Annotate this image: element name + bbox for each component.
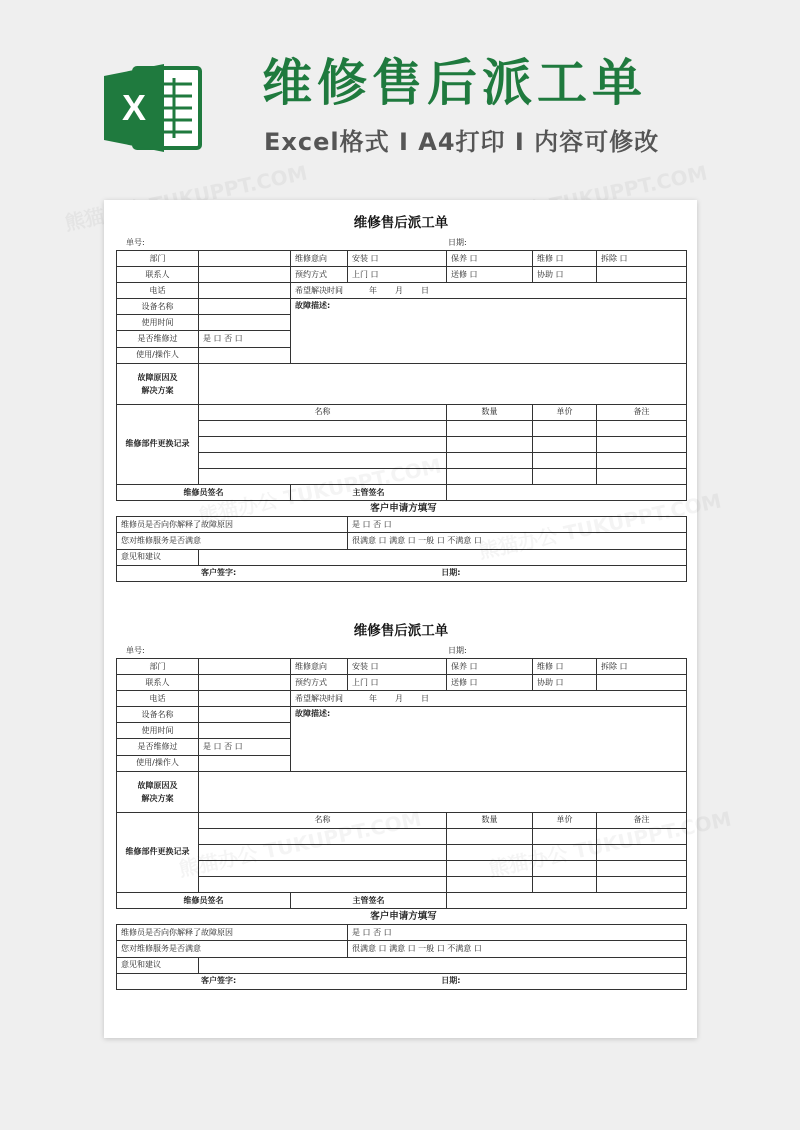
user-operator-field[interactable] xyxy=(199,755,291,771)
cause-solution-label: 故障原因及 解决方案 xyxy=(117,771,199,812)
booking-assist[interactable]: 协助 口 xyxy=(533,675,597,691)
supervisor-sign-field[interactable] xyxy=(447,485,687,501)
desired-time-label: 希望解决时间 xyxy=(295,693,343,703)
parts-record-label: 维修部件更换记录 xyxy=(117,812,199,892)
booking-label: 预约方式 xyxy=(291,675,348,691)
use-time-field[interactable] xyxy=(199,315,291,331)
booking-blank[interactable] xyxy=(597,675,687,691)
table-row xyxy=(117,877,687,893)
work-order-table xyxy=(116,658,687,990)
booking-visit[interactable]: 上门 口 xyxy=(348,675,447,691)
explained-answer[interactable]: 是 口 否 口 xyxy=(348,925,687,941)
opinions-label: 意见和建议 xyxy=(117,957,199,973)
device-name-field[interactable] xyxy=(199,299,291,315)
day-label: 日 xyxy=(421,285,429,295)
intent-maintain[interactable]: 保养 口 xyxy=(447,659,533,675)
banner-title: 维修售后派工单 xyxy=(262,54,647,112)
intent-repair[interactable]: 维修 口 xyxy=(533,251,597,267)
dept-field[interactable] xyxy=(199,251,291,267)
booking-send[interactable]: 送修 口 xyxy=(447,267,533,283)
satisfied-answer[interactable]: 很满意 口 满意 口 一般 口 不满意 口 xyxy=(348,533,687,549)
header-row xyxy=(116,236,686,250)
form-title: 维修售后派工单 xyxy=(353,623,449,639)
work-order-form-1 xyxy=(116,210,686,582)
customer-section-title: 客户申请方填写 xyxy=(117,501,687,517)
customer-sign-label: 客户签字: xyxy=(201,976,237,986)
intent-remove[interactable]: 拆除 口 xyxy=(597,251,687,267)
cause-solution-label: 故障原因及 解决方案 xyxy=(117,363,199,404)
explained-answer[interactable]: 是 口 否 口 xyxy=(348,517,687,533)
supervisor-sign-field[interactable] xyxy=(447,893,687,909)
device-name-label: 设备名称 xyxy=(117,707,199,723)
user-operator-label: 使用/操作人 xyxy=(117,755,199,771)
day-label: 日 xyxy=(421,693,429,703)
opinions-label: 意见和建议 xyxy=(117,549,199,565)
intent-repair[interactable]: 维修 口 xyxy=(533,659,597,675)
explained-question: 维修员是否向你解释了故障原因 xyxy=(117,517,348,533)
year-label: 年 xyxy=(369,693,377,703)
parts-header-name: 名称 xyxy=(199,404,447,420)
intent-maintain[interactable]: 保养 口 xyxy=(447,251,533,267)
work-order-form-2 xyxy=(116,618,686,990)
dept-label: 部门 xyxy=(117,659,199,675)
repaired-before-label: 是否维修过 xyxy=(117,331,199,347)
table-row xyxy=(117,844,687,860)
excel-logo-icon xyxy=(104,58,204,158)
customer-sign-row[interactable] xyxy=(117,973,687,989)
repaired-options[interactable]: 是 口 否 口 xyxy=(199,739,291,755)
contact-label: 联系人 xyxy=(117,675,199,691)
booking-blank[interactable] xyxy=(597,267,687,283)
supervisor-sign-label: 主管签名 xyxy=(291,893,447,909)
work-order-table xyxy=(116,250,687,582)
parts-header-price: 单价 xyxy=(533,812,597,828)
satisfied-answer[interactable]: 很满意 口 满意 口 一般 口 不满意 口 xyxy=(348,941,687,957)
satisfied-question: 您对维修服务是否满意 xyxy=(117,941,348,957)
contact-field[interactable] xyxy=(199,675,291,691)
table-row xyxy=(117,469,687,485)
year-label: 年 xyxy=(369,285,377,295)
device-name-field[interactable] xyxy=(199,707,291,723)
customer-sign-row[interactable] xyxy=(117,565,687,581)
month-label: 月 xyxy=(395,285,403,295)
parts-header-qty: 数量 xyxy=(447,812,533,828)
intent-remove[interactable]: 拆除 口 xyxy=(597,659,687,675)
table-row xyxy=(117,828,687,844)
footer-date-label: 日期: xyxy=(441,568,461,578)
repair-intent-label: 维修意向 xyxy=(291,659,348,675)
parts-header-note: 备注 xyxy=(597,404,687,420)
user-operator-label: 使用/操作人 xyxy=(117,347,199,363)
date-label: 日期: xyxy=(448,238,467,247)
parts-header-note: 备注 xyxy=(597,812,687,828)
fault-desc-field[interactable]: 故障描述: xyxy=(291,299,687,363)
fault-desc-field[interactable]: 故障描述: xyxy=(291,707,687,771)
parts-header-name: 名称 xyxy=(199,812,447,828)
repaired-before-label: 是否维修过 xyxy=(117,739,199,755)
date-label: 日期: xyxy=(448,646,467,655)
header-row xyxy=(116,644,686,658)
device-name-label: 设备名称 xyxy=(117,299,199,315)
tech-sign-label: 维修员签名 xyxy=(117,893,291,909)
table-row xyxy=(117,860,687,876)
repaired-options[interactable]: 是 口 否 口 xyxy=(199,331,291,347)
customer-section-title: 客户申请方填写 xyxy=(117,909,687,925)
booking-visit[interactable]: 上门 口 xyxy=(348,267,447,283)
table-row xyxy=(117,420,687,436)
document-sheet xyxy=(104,200,697,1038)
phone-field[interactable] xyxy=(199,691,291,707)
supervisor-sign-label: 主管签名 xyxy=(291,485,447,501)
booking-label: 预约方式 xyxy=(291,267,348,283)
table-row xyxy=(117,452,687,468)
intent-install[interactable]: 安装 口 xyxy=(348,251,447,267)
order-no-label: 单号: xyxy=(126,238,145,247)
opinions-field[interactable] xyxy=(199,957,687,973)
intent-install[interactable]: 安装 口 xyxy=(348,659,447,675)
dept-field[interactable] xyxy=(199,659,291,675)
desired-time-label: 希望解决时间 xyxy=(295,285,343,295)
opinions-field[interactable] xyxy=(199,549,687,565)
desired-time[interactable] xyxy=(291,691,687,707)
use-time-label: 使用时间 xyxy=(117,723,199,739)
use-time-label: 使用时间 xyxy=(117,315,199,331)
month-label: 月 xyxy=(395,693,403,703)
form-title: 维修售后派工单 xyxy=(353,215,449,231)
cause-solution-field[interactable] xyxy=(199,363,687,404)
user-operator-field[interactable] xyxy=(199,347,291,363)
contact-label: 联系人 xyxy=(117,267,199,283)
footer-date-label: 日期: xyxy=(441,976,461,986)
banner xyxy=(0,0,800,200)
parts-header-qty: 数量 xyxy=(447,404,533,420)
phone-field[interactable] xyxy=(199,283,291,299)
contact-field[interactable] xyxy=(199,267,291,283)
booking-send[interactable]: 送修 口 xyxy=(447,675,533,691)
order-no-label: 单号: xyxy=(126,646,145,655)
phone-label: 电话 xyxy=(117,283,199,299)
cause-solution-field[interactable] xyxy=(199,771,687,812)
parts-record-label: 维修部件更换记录 xyxy=(117,404,199,484)
parts-header-price: 单价 xyxy=(533,404,597,420)
customer-sign-label: 客户签字: xyxy=(201,568,237,578)
explained-question: 维修员是否向你解释了故障原因 xyxy=(117,925,348,941)
phone-label: 电话 xyxy=(117,691,199,707)
satisfied-question: 您对维修服务是否满意 xyxy=(117,533,348,549)
banner-subtitle: Excel格式 I A4打印 I 内容可修改 xyxy=(264,128,660,156)
dept-label: 部门 xyxy=(117,251,199,267)
table-row xyxy=(117,436,687,452)
booking-assist[interactable]: 协助 口 xyxy=(533,267,597,283)
tech-sign-label: 维修员签名 xyxy=(117,485,291,501)
use-time-field[interactable] xyxy=(199,723,291,739)
desired-time[interactable] xyxy=(291,283,687,299)
repair-intent-label: 维修意向 xyxy=(291,251,348,267)
logo-letter: X xyxy=(121,87,147,128)
